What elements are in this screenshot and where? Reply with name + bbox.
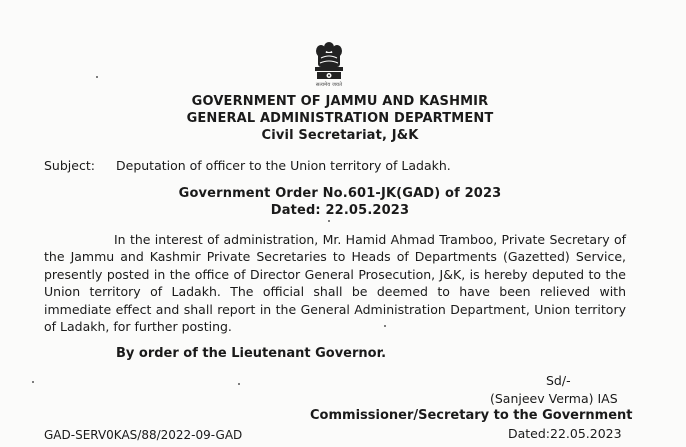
secretariat-heading: Civil Secretariat, J&K [261, 128, 419, 143]
footer-date: Dated:22.05.2023 [508, 426, 622, 441]
order-date: Dated: 22.05.2023 [270, 203, 410, 218]
order-number: Government Order No.601-JK(GAD) of 2023 [178, 186, 502, 201]
scan-speck [96, 76, 98, 78]
scan-speck [238, 383, 240, 385]
scan-speck [328, 220, 330, 222]
reference-number: GAD-SERV0KAS/88/2022-09-GAD [44, 428, 243, 442]
government-heading: GOVERNMENT OF JAMMU AND KASHMIR [191, 94, 489, 109]
signatory-name: (Sanjeev Verma) IAS [490, 391, 618, 406]
by-order-line: By order of the Lieutenant Governor. [116, 346, 387, 361]
scan-speck [384, 325, 386, 327]
order-body-paragraph: In the interest of administration, Mr. Hamid Ahmad Tramboo, Private Secretary of the Jammu and Kashmir Private Secretaries to Heads of Departments (Gazetted) Service, presently posted in the office of Director General Prosecution, J&K, is hereby deputed to the Union territory of Ladakh. The official shall be deemed to have been relieved with immediate effect and shall report in the General Administration Department, Union territory of Ladakh, for further posting. [44, 232, 626, 335]
department-heading: GENERAL ADMINISTRATION DEPARTMENT [186, 111, 494, 126]
subject-label: Subject: [44, 158, 95, 173]
emblem-caption: सत्यमेव जयते [315, 82, 343, 88]
signatory-designation: Commissioner/Secretary to the Government [310, 408, 633, 423]
scan-speck [32, 381, 34, 383]
subject-text: Deputation of officer to the Union territory of Ladakh. [116, 158, 451, 173]
signature-sd: Sd/- [546, 373, 571, 388]
